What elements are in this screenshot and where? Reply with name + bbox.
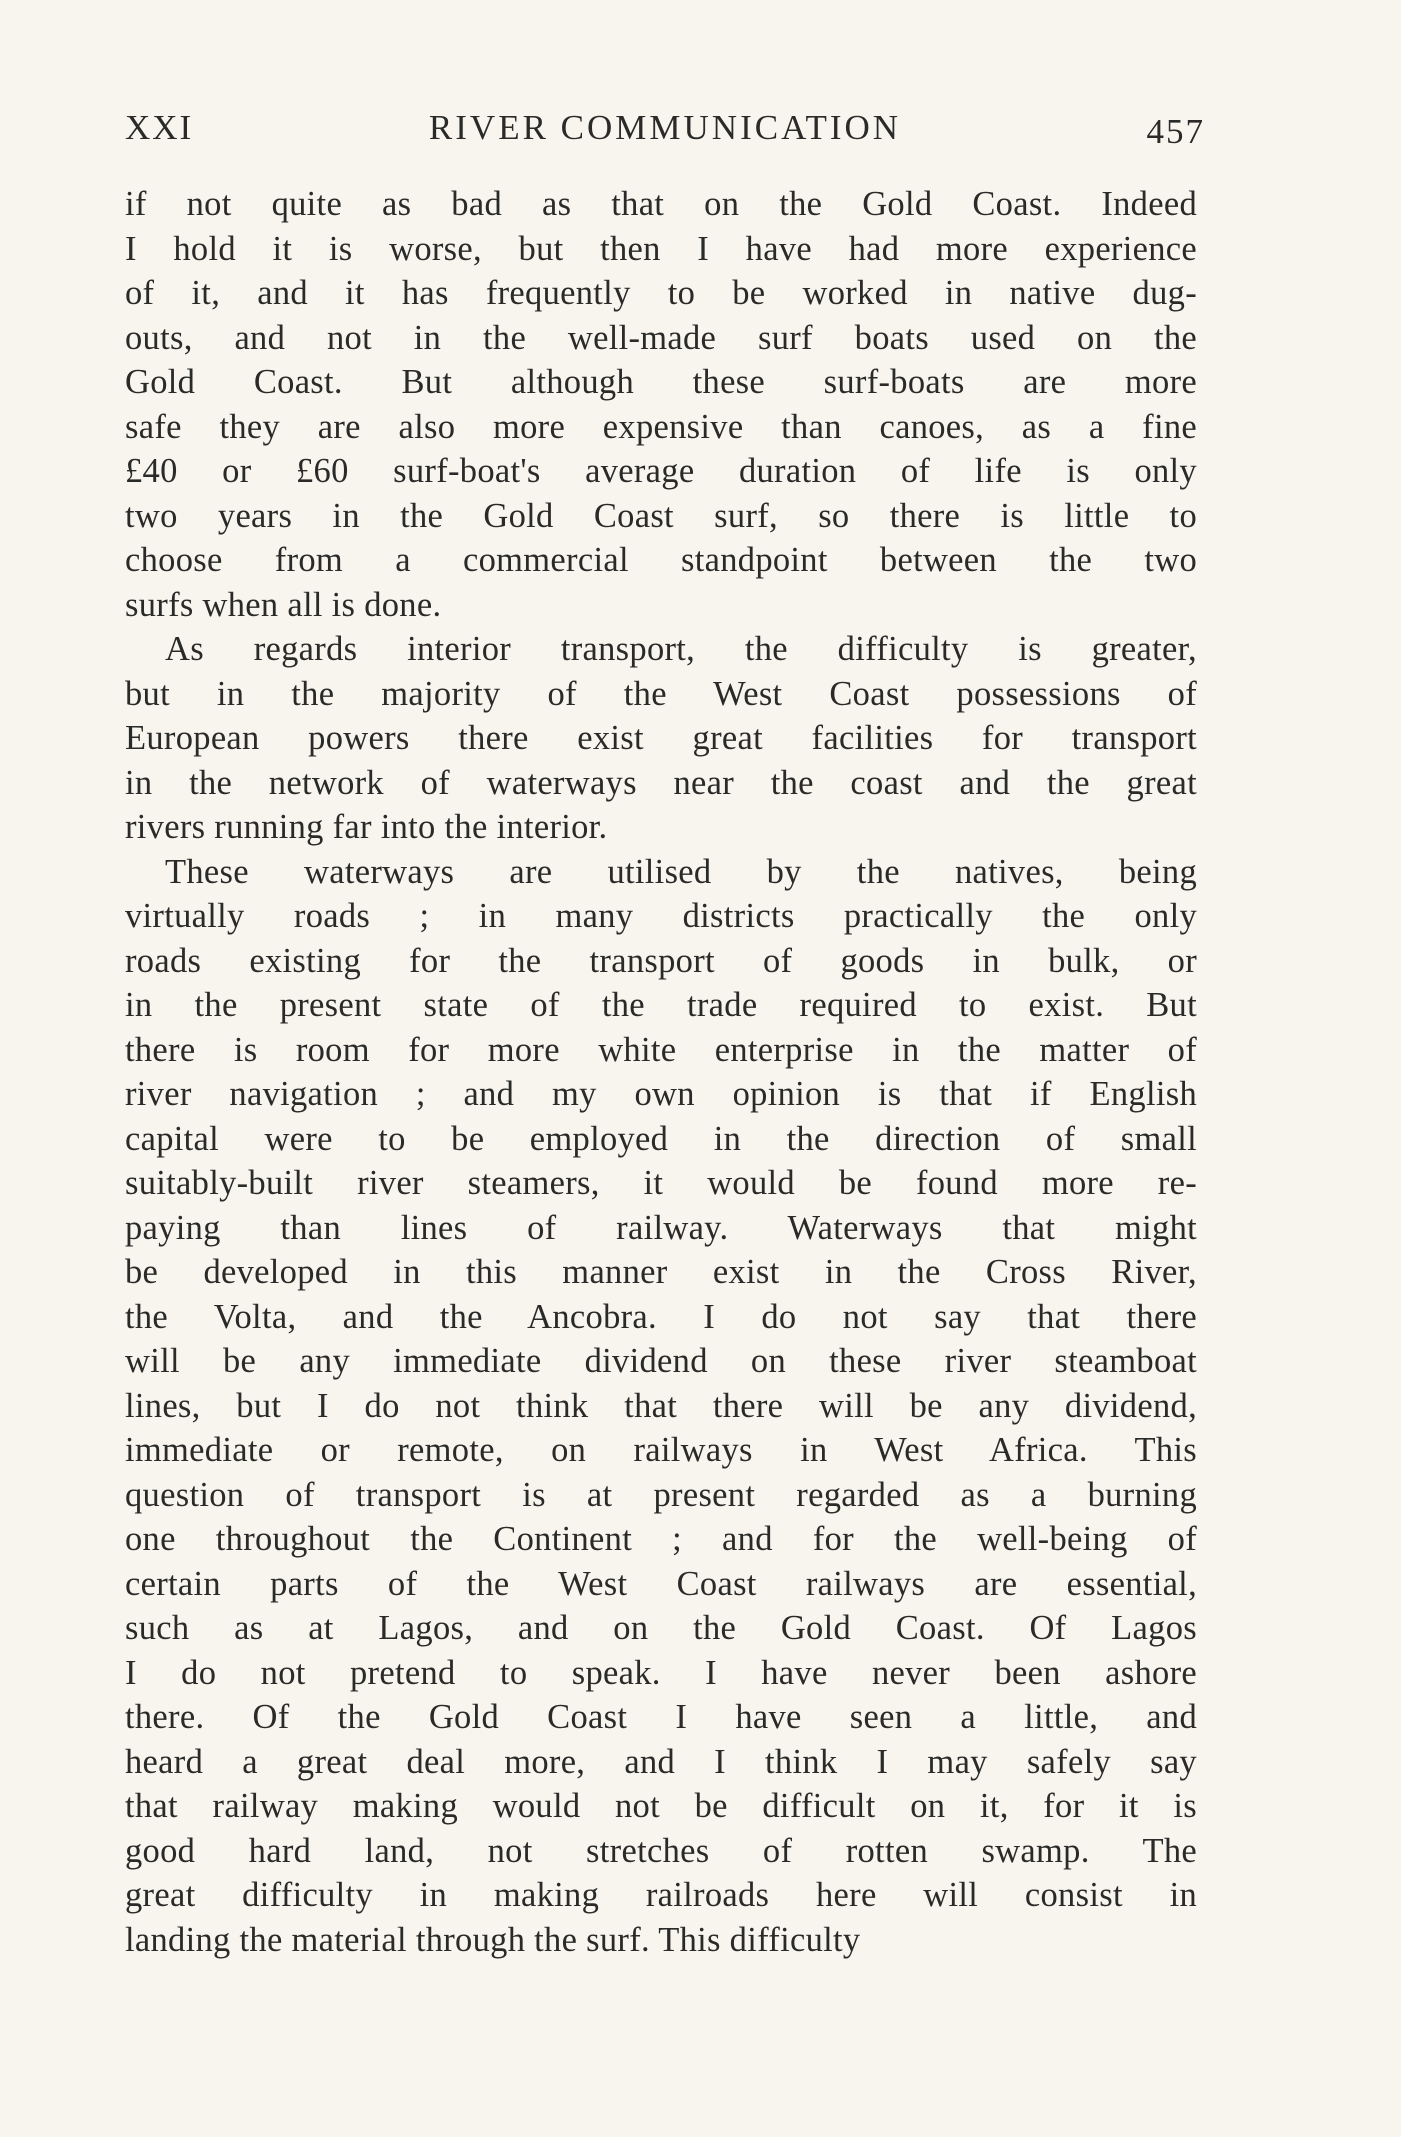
body-text bbox=[125, 182, 1197, 1962]
chapter-number: XXI bbox=[125, 108, 194, 147]
text-line: be developed in this manner exist in the Cross River, bbox=[125, 1253, 1197, 1291]
text-line: rivers running far into the interior. bbox=[125, 808, 608, 846]
text-line: in the network of waterways near the coast and the great bbox=[125, 763, 1197, 802]
paragraph bbox=[125, 627, 1197, 850]
text-line: certain parts of the West Coast railways are essential, bbox=[125, 1564, 1197, 1603]
text-line: Gold Coast. But although these surf-boats are more bbox=[125, 363, 1197, 401]
text-line: I hold it is worse, but then I have had more experience bbox=[125, 229, 1197, 268]
text-line: As regards interior transport, the difficulty is greater, bbox=[165, 630, 1197, 668]
page-number: 457 bbox=[1146, 112, 1205, 151]
text-line: good hard land, not stretches of rotten swamp. The bbox=[125, 1831, 1197, 1870]
text-line: These waterways are utilised by the natives, being bbox=[165, 852, 1197, 891]
text-line: one throughout the Continent ; and for the well-being of bbox=[125, 1520, 1197, 1558]
text-line: safe they are also more expensive than canoes, as a fine bbox=[125, 407, 1197, 446]
text-line: capital were to be employed in the direction of small bbox=[125, 1119, 1197, 1158]
paragraph bbox=[125, 850, 1197, 1963]
text-line: the Volta, and the Ancobra. I do not say that there bbox=[125, 1297, 1197, 1336]
text-line: paying than lines of railway. Waterways that might bbox=[125, 1208, 1197, 1247]
text-line: such as at Lagos, and on the Gold Coast. Of Lagos bbox=[125, 1609, 1197, 1647]
text-line: outs, and not in the well-made surf boats used on the bbox=[125, 318, 1197, 357]
text-line: suitably-built river steamers, it would be found more re- bbox=[125, 1164, 1197, 1202]
text-line: will be any immediate dividend on these river steamboat bbox=[125, 1342, 1197, 1380]
text-line: choose from a commercial standpoint between the two bbox=[125, 541, 1197, 579]
text-line: European powers there exist great facilities for transport bbox=[125, 719, 1197, 757]
running-title: RIVER COMMUNICATION bbox=[428, 108, 902, 147]
text-line: roads existing for the transport of goods in bulk, or bbox=[125, 941, 1197, 980]
text-line: but in the majority of the West Coast possessions of bbox=[125, 674, 1197, 713]
text-line: that railway making would not be difficult on it, for it is bbox=[125, 1787, 1197, 1825]
text-line: virtually roads ; in many districts practically the only bbox=[125, 897, 1197, 935]
text-line: landing the material through the surf. This difficulty bbox=[125, 1920, 861, 1959]
text-line: I do not pretend to speak. I have never been ashore bbox=[125, 1653, 1197, 1692]
text-line: surfs when all is done. bbox=[125, 585, 442, 624]
running-head bbox=[125, 108, 1205, 151]
text-line: two years in the Gold Coast surf, so there is little to bbox=[125, 496, 1197, 535]
text-line: great difficulty in making railroads here will consist in bbox=[125, 1876, 1197, 1914]
text-line: question of transport is at present regarded as a burning bbox=[125, 1475, 1197, 1514]
text-line: lines, but I do not think that there will be any dividend, bbox=[125, 1386, 1197, 1425]
text-line: river navigation ; and my own opinion is that if English bbox=[125, 1075, 1197, 1113]
text-line: immediate or remote, on railways in West Africa. This bbox=[125, 1431, 1197, 1469]
text-line: heard a great deal more, and I think I may safely say bbox=[125, 1742, 1197, 1781]
text-line: there. Of the Gold Coast I have seen a little, and bbox=[125, 1698, 1197, 1736]
text-line: if not quite as bad as that on the Gold Coast. Indeed bbox=[125, 185, 1197, 223]
paragraph bbox=[125, 182, 1197, 627]
text-line: of it, and it has frequently to be worked in native dug- bbox=[125, 274, 1197, 312]
text-line: £40 or £60 surf-boat's average duration of life is only bbox=[125, 452, 1197, 490]
text-line: there is room for more white enterprise in the matter of bbox=[125, 1030, 1197, 1069]
text-line: in the present state of the trade required to exist. But bbox=[125, 986, 1197, 1024]
